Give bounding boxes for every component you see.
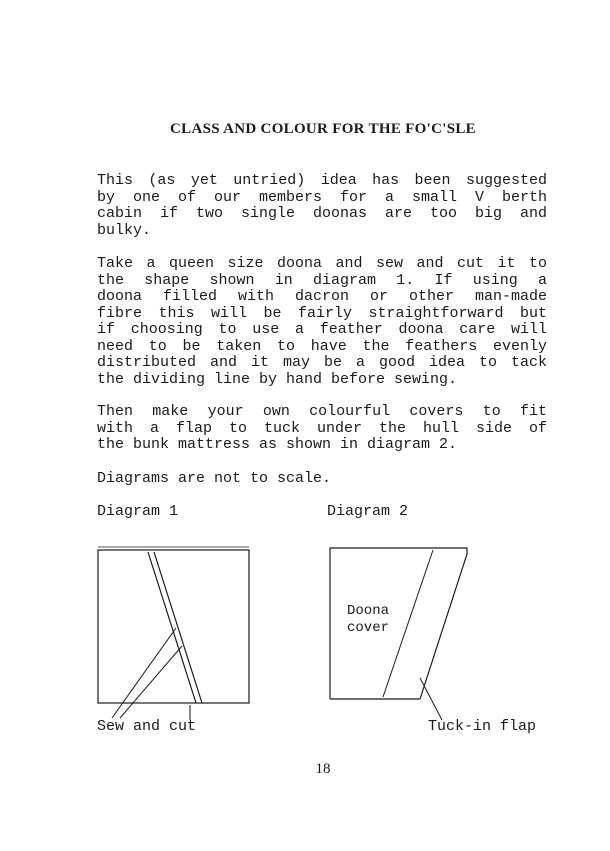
text-line: cabin if two single doonas are too big and <box>97 205 547 222</box>
diagram-1-cut-line-right <box>154 552 202 703</box>
doona-cover-label <box>347 603 389 637</box>
text-line: doona filled with dacron or other man-made <box>97 288 547 305</box>
text-line: distributed and it may be a good idea to tack <box>97 354 547 371</box>
diagram-1-pointer-2 <box>120 646 182 718</box>
diagram-2-label: Diagram 2 <box>327 503 409 520</box>
text-line: fibre this will be fairly straightforward but <box>97 304 547 322</box>
tuck-in-flap-label: Tuck-in flap <box>428 718 537 735</box>
text-line: the shape shown in diagram 1. If using a <box>97 271 547 289</box>
text-line: Then make your own colourful covers to fit <box>97 403 547 420</box>
diagram-1-cut-line-left <box>148 552 196 703</box>
text-line: with a flap to tuck under the hull side of <box>97 419 547 437</box>
diagram-1-label: Diagram 1 <box>97 503 179 520</box>
doona-cover-line-2: cover <box>347 620 390 636</box>
page-title: CLASS AND COLOUR FOR THE FO'C'SLE <box>170 121 476 137</box>
text-line: Take a queen size doona and sew and cut it to <box>97 255 547 272</box>
text-line: the bunk mattress as shown in diagram 2. <box>97 436 458 453</box>
text-line: by one of our members for a small V berth <box>97 188 547 206</box>
diagram-1-pointer-1 <box>112 628 176 718</box>
diagram-2-flap-line <box>383 550 433 697</box>
diagram-2-pointer <box>420 678 442 720</box>
doona-cover-line-1: Doona <box>347 603 390 619</box>
text-line: the dividing line by hand before sewing. <box>97 370 458 388</box>
diagram-1 <box>98 547 249 720</box>
diagram-1-doona-outline <box>98 550 249 703</box>
text-line: if choosing to use a feather doona care will <box>97 321 547 338</box>
scale-note: Diagrams are not to scale. <box>97 470 332 487</box>
text-line: need to be taken to have the feathers evenly <box>97 337 547 355</box>
page-number: 18 <box>315 761 331 777</box>
sew-and-cut-label: Sew and cut <box>97 718 197 735</box>
text-line: bulky. <box>97 221 152 239</box>
text-line: This (as yet untried) idea has been suggested <box>97 172 547 189</box>
